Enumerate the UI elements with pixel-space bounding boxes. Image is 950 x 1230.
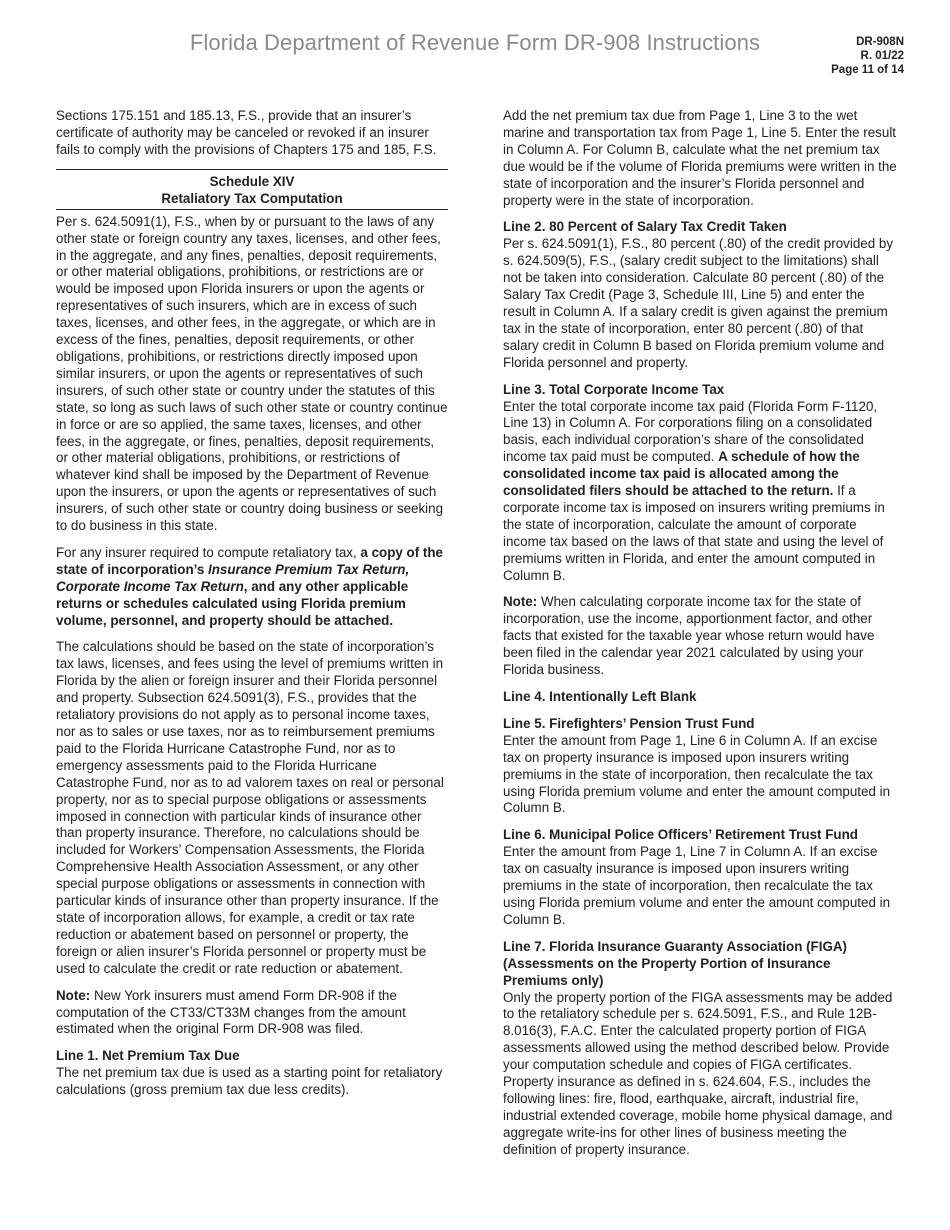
intro-paragraph: Sections 175.151 and 185.13, F.S., provide that an insurer’s certificate of authority may be canceled or revoked if an insurer fails to comply with the provisions of Chapters 175 and 185, F.S. xyxy=(56,108,437,157)
note-text: New York insurers must amend Form DR-908 if the computation of the CT33/CT33M changes from the amount estimated when the original Form DR-908 was filed. xyxy=(56,987,406,1037)
page-title: Florida Department of Revenue Form DR-908 Instructions xyxy=(189,30,761,55)
note-text: When calculating corporate income tax for the state of incorporation, use the income, apportionment factor, and other facts that existed for the taxable year whose return would have been filed in the calendar year 2021 calculated by using your Florida business. xyxy=(503,594,875,678)
form-number: DR-908N xyxy=(856,36,904,48)
line-7-heading: Line 7. Florida Insurance Guaranty Association (FIGA) (Assessments on the Property Portion of Insurance Premiums only) xyxy=(503,938,848,988)
line-2-text: Per s. 624.5091(1), F.S., 80 percent (.80) of the credit provided by s. 624.509(5), F.S., (salary credit subject to the limitations) shall not be taken into consideration. Calculate 80 percent (.80) of the Salary Tax Credit (Page 3, Schedule III, Line 5) and enter the result in Column A. If a salary credit is given against the premium tax in the state of incorporation, enter 80 percent (.80) of that salary credit in Column B based on Florida premium volume and Florida personnel and property. xyxy=(503,236,894,370)
line-3-bold-text: A schedule of how the consolidated income tax paid is allocated among the consolidated filers should be attached to the return. xyxy=(503,449,860,499)
left-column xyxy=(56,108,448,1109)
line-6-section xyxy=(503,827,897,928)
new-york-note xyxy=(56,988,448,1039)
schedule-subtitle: Retaliatory Tax Computation xyxy=(161,190,343,206)
attachment-bold-2: , and any other applicable returns or schedules calculated using Florida premium volume, personnel, and property should be attached. xyxy=(56,578,409,628)
corporate-income-note xyxy=(503,594,897,679)
line-1-heading: Line 1. Net Premium Tax Due xyxy=(56,1048,240,1064)
line-3-section xyxy=(503,382,897,585)
note-label: Note: xyxy=(56,987,91,1003)
form-revision: R. 01/22 xyxy=(860,50,904,62)
line-5-text: Enter the amount from Page 1, Line 6 in Column A. If an excise tax on property insurance is imposed upon insurers writing premiums in the state of incorporation, then recalculate the tax using Florida premium volume and enter the amount computed in Column B. xyxy=(503,732,891,816)
schedule-heading xyxy=(56,169,448,210)
line-2-section xyxy=(503,219,897,371)
right-column xyxy=(503,108,897,1169)
line-3-text-1: Enter the total corporate income tax paid (Florida Form F-1120, Line 13) in Column A. For corporations filing on a consolidated basis, each individual corporation’s share of the consolidated income tax paid must be computed. xyxy=(503,398,878,465)
line-7-text: Only the property portion of the FIGA assessments may be added to the retaliatory schedule per s. 624.5091, F.S., and Rule 12B-8.016(3), F.A.C. Enter the calculated property portion of FIGA assessments allowed using the method described below. Provide your computation schedule and copies of FIGA certificates. Property insurance as defined in s. 624.604, F.S., includes the following lines: fire, flood, earthquake, aircraft, industrial fire, industrial extended coverage, mobile home physical damage, and aggregate write-ins for other lines of business meeting the definition of property insurance. xyxy=(503,989,893,1157)
line-5-section xyxy=(503,716,897,817)
page-number: Page 11 of 14 xyxy=(831,64,904,76)
attachment-bold-1: a copy of the state of incorporation’s xyxy=(56,544,443,577)
schedule-title: Schedule XIV xyxy=(209,173,295,189)
line-1-section xyxy=(56,1048,448,1099)
line-6-heading: Line 6. Municipal Police Officers’ Retirement Trust Fund xyxy=(503,827,858,843)
line-1-text: The net premium tax due is used as a starting point for retaliatory calculations (gross premium tax due less credits). xyxy=(56,1065,443,1098)
line-4-section xyxy=(503,689,897,706)
attachment-paragraph xyxy=(56,545,448,630)
line-2-heading: Line 2. 80 Percent of Salary Tax Credit Taken xyxy=(503,219,787,235)
attachment-return-names: Insurance Premium Tax Return, Corporate Income Tax Return xyxy=(56,561,410,594)
calculation-basis-paragraph: The calculations should be based on the state of incorporation’s tax laws, licenses, and fees using the level of premiums written in Florida by the alien or foreign insurer and their Florida personnel and property. Subsection 624.5091(3), F.S., provides that the retaliatory provisions do not apply as to personal income taxes, nor as to sales or use taxes, nor as to reimbursement premiums paid to the Florida Hurricane Catastrophe Fund, nor as to emergency assessments paid to the Florida Hurricane Catastrophe Fund, nor as to ad valorem taxes on real or personal property, nor as to special purpose obligations or assessments imposed in connection with particular kinds of insurance other than property insurance. Therefore, no calculations should be included for Workers’ Compensation Assessments, the Florida Comprehensive Health Association Assessment, or any other special purpose obligations or assessments in connection with particular kinds of insurance other than property insurance. If the state of incorporation allows, for example, a credit or tax rate reduction or abatement based on personnel or property, the foreign or alien insurer’s Florida personnel or property must be used to calculate the credit or rate reduction or abatement. xyxy=(56,639,444,976)
line-3-heading: Line 3. Total Corporate Income Tax xyxy=(503,381,725,397)
note-label: Note: xyxy=(503,594,538,610)
line-4-heading: Line 4. Intentionally Left Blank xyxy=(503,689,697,704)
attachment-intro: For any insurer required to compute retaliatory tax, xyxy=(56,544,361,560)
line-5-heading: Line 5. Firefighters’ Pension Trust Fund xyxy=(503,715,755,731)
line-7-section xyxy=(503,939,897,1159)
line-6-text: Enter the amount from Page 1, Line 7 in Column A. If an excise tax on casualty insurance is imposed upon insurers writing premiums in the state of incorporation, then recalculate the tax using Florida premium volume and enter the amount computed in Column B. xyxy=(503,844,891,927)
retaliatory-law-paragraph: Per s. 624.5091(1), F.S., when by or pursuant to the laws of any other state or foreign country any taxes, licenses, and other fees, in the aggregate, and any fines, penalties, deposit requirements, or other material obligations, prohibitions, or restrictions are or would be imposed upon Florida insurers or upon the agents or representatives of such insurers, which are in excess of such taxes, licenses, and other fees, in the aggregate, or which are in excess of the fines, penalties, deposit requirements, or other obligations, prohibitions, or restrictions directly imposed upon similar insurers, or upon the agents or representatives of such insurers, of such other state or country under the statutes of this state, so long as such laws of such other state or country continue in force or are so applied, the same taxes, licenses, and other fees, in the aggregate, or fines, penalties, deposit requirements, or other material obligations, prohibitions, or restrictions of whatever kind shall be imposed by the Department of Revenue upon the insurers, or upon the agents or representatives of such insurers, of such other state or country doing business or seeking to do business in this state. xyxy=(56,213,448,534)
line-1-continued: Add the net premium tax due from Page 1, Line 3 to the wet marine and transportation tax from Page 1, Line 5. Enter the result in Column A. For Column B, calculate what the net premium tax due would be if the volume of Florida premiums were written in the state of incorporation and the insurer’s Florida personnel and property were in the state of incorporation. xyxy=(503,108,897,208)
line-3-text-2: If a corporate income tax is imposed on insurers writing premiums in the state of incorporation, calculate the amount of corporate income tax based on the laws of that state and using the level of premiums written in Florida, and enter the amount computed in Column B. xyxy=(503,483,885,583)
form-identifier xyxy=(831,35,904,77)
